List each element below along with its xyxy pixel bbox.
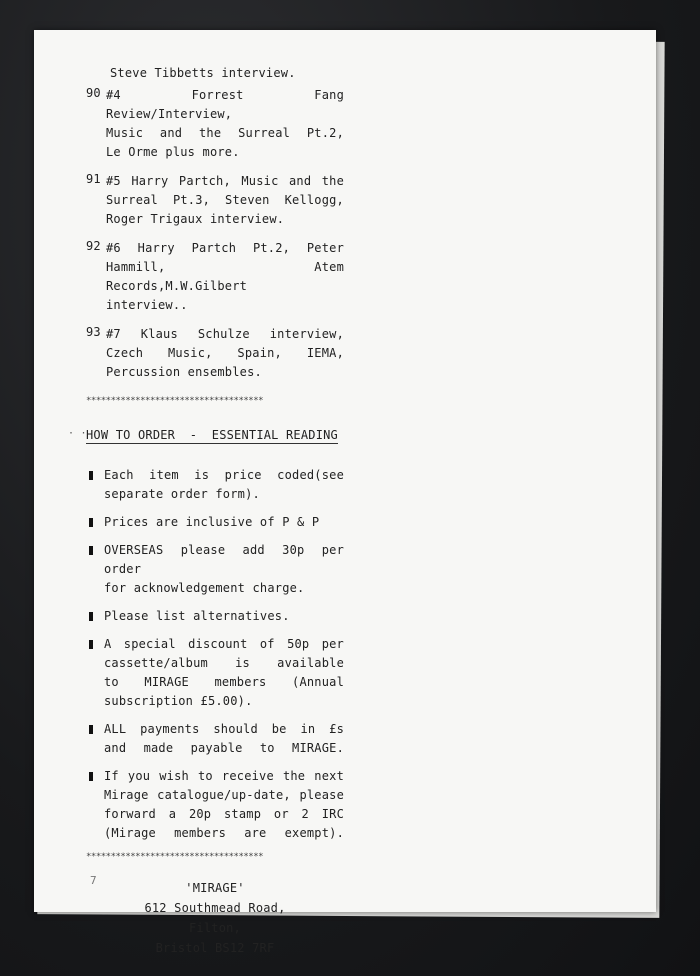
bullet-line: Each item is price coded(see	[104, 468, 344, 482]
bullet-item	[86, 513, 344, 532]
bullet-line: and made payable to MIRAGE.	[104, 741, 344, 755]
catalogue-entry-91	[86, 172, 344, 229]
heading-right: ESSENTIAL READING	[211, 428, 338, 442]
bullet-mark-icon	[89, 546, 93, 555]
entry-line: Le Orme plus more.	[106, 145, 240, 159]
order-instructions	[86, 466, 344, 843]
entry-line: Roger Trigaux interview.	[106, 212, 285, 226]
entry-line: Hammill, Atem Records,M.W.Gilbert	[106, 260, 344, 293]
bullet-mark-icon	[89, 471, 93, 480]
bullet-item	[86, 767, 344, 843]
address-name: 'MIRAGE'	[185, 881, 245, 895]
bullet-mark-icon	[89, 612, 93, 621]
bullet-line: for acknowledgement charge.	[104, 581, 305, 595]
margin-marks: · ·	[68, 428, 87, 439]
bullet-line: OVERSEAS please add 30p per order	[104, 543, 344, 576]
asterisk-divider-bottom: ************************************	[86, 852, 264, 862]
how-to-order-heading	[86, 428, 338, 444]
bullet-item	[86, 607, 344, 626]
bullet-line: to MIRAGE members (Annual	[104, 675, 344, 689]
entry-number: 92	[86, 239, 101, 253]
bullet-line: subscription £5.00).	[104, 694, 253, 708]
address-city: Bristol BS12 7RF	[155, 941, 275, 955]
heading-dash: -	[189, 428, 198, 442]
bullet-item	[86, 466, 344, 504]
entry-number: 91	[86, 172, 101, 186]
bullet-item	[86, 541, 344, 598]
bullet-line: Please list alternatives.	[104, 609, 290, 623]
text-column	[86, 64, 344, 958]
bullet-mark-icon	[89, 640, 93, 649]
bullet-line: Prices are inclusive of P & P	[104, 515, 320, 529]
bullet-line: cassette/album is available	[104, 656, 344, 670]
mailing-address	[86, 878, 344, 958]
entry-line: #6 Harry Partch Pt.2, Peter	[106, 241, 344, 255]
entry-line: Surreal Pt.3, Steven Kellogg,	[106, 193, 344, 207]
asterisk-divider: ************************************	[86, 396, 264, 406]
bullet-item	[86, 635, 344, 711]
entry-line: interview..	[106, 298, 188, 312]
bullet-item	[86, 720, 344, 758]
bullet-line: (Mirage members are exempt).	[104, 826, 344, 840]
entry-line: #4 Forrest Fang Review/Interview,	[106, 88, 344, 121]
heading-left: HOW TO ORDER	[86, 428, 176, 442]
page-number: 7	[90, 874, 97, 887]
entry-line: Czech Music, Spain, IEMA,	[106, 346, 344, 360]
document-page	[34, 30, 656, 955]
entry-number: 93	[86, 325, 101, 339]
bullet-line: ALL payments should be in £s	[104, 722, 344, 736]
bullet-line: If you wish to receive the next	[104, 769, 344, 783]
bullet-mark-icon	[89, 725, 93, 734]
bullet-line: forward a 20p stamp or 2 IRC	[104, 807, 344, 821]
bullet-mark-icon	[89, 518, 93, 527]
catalogue-entry-93	[86, 325, 344, 382]
entry-line: #5 Harry Partch, Music and the	[106, 174, 344, 188]
entry-line: #7 Klaus Schulze interview,	[106, 327, 344, 341]
address-area: Filton,	[189, 921, 241, 935]
continued-line: Steve Tibbetts interview.	[110, 66, 296, 80]
entry-line: Percussion ensembles.	[106, 365, 262, 379]
continued-entry	[86, 64, 344, 83]
bullet-line: A special discount of 50p per	[104, 637, 344, 651]
address-street: 612 Southmead Road,	[144, 901, 286, 915]
bullet-line: separate order form).	[104, 487, 260, 501]
bullet-line: Mirage catalogue/up-date, please	[104, 788, 344, 802]
catalogue-entry-92	[86, 239, 344, 315]
catalogue-entry-90	[86, 86, 344, 162]
entry-line: Music and the Surreal Pt.2,	[106, 126, 344, 140]
entry-number: 90	[86, 86, 101, 100]
bullet-mark-icon	[89, 772, 93, 781]
